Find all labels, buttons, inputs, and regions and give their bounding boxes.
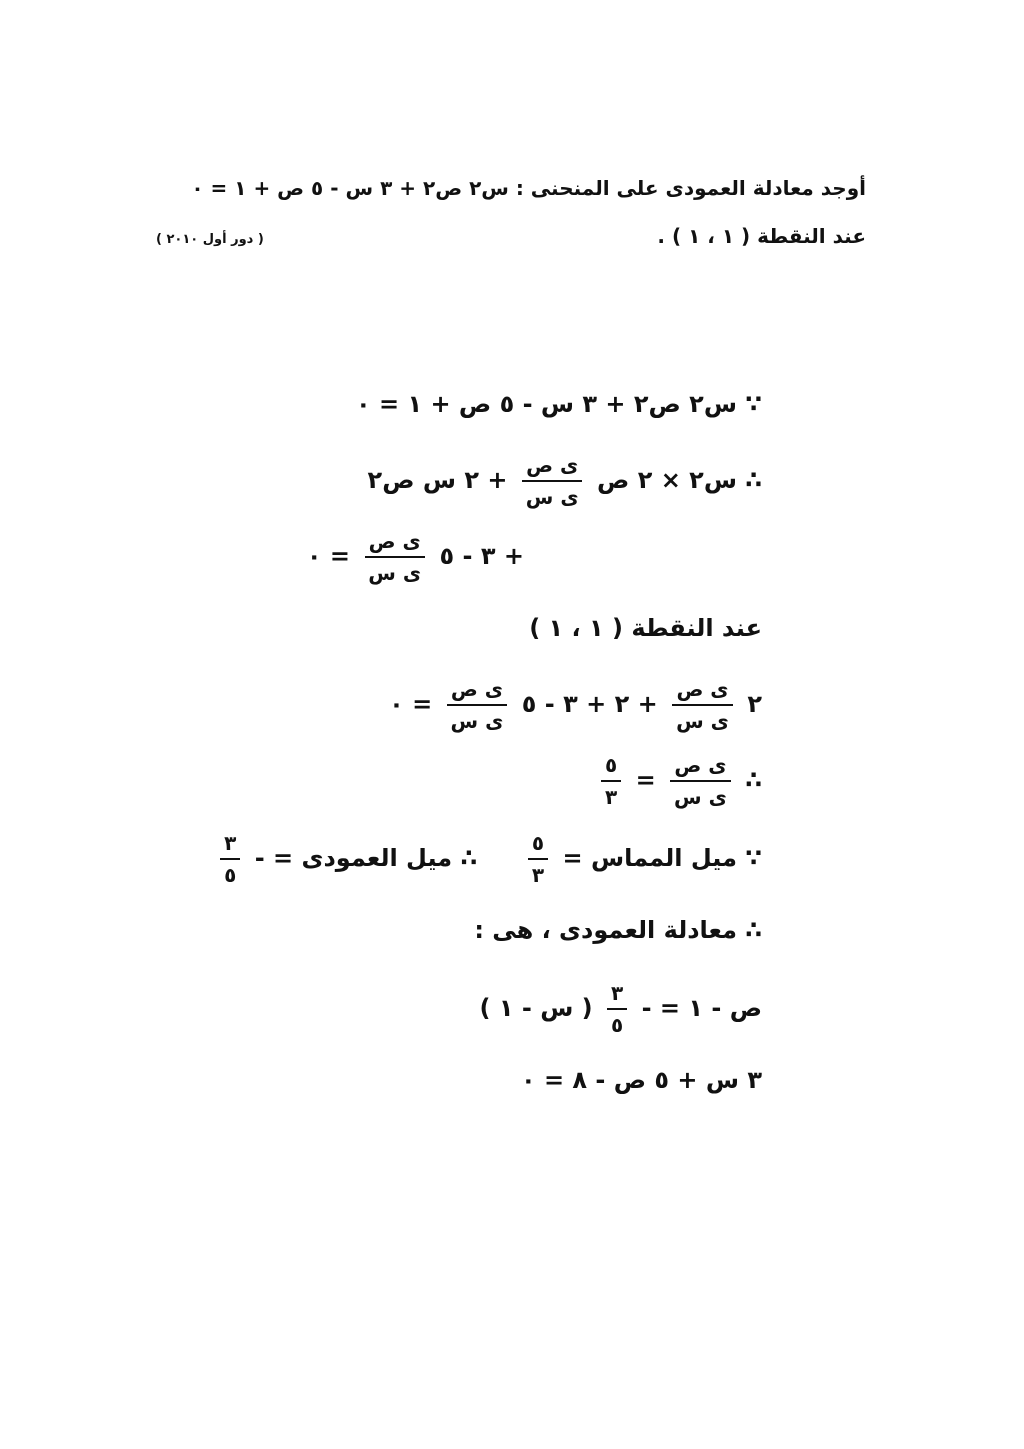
derivative-fraction [447,676,508,734]
tangent-slope-label: ∵ ميل المماس = [562,844,762,872]
derivative-fraction [672,676,733,734]
fraction-numerator: ى ص [522,452,582,482]
step-8: ∴ معادلة العمودى ، هى : [474,916,762,944]
fraction-denominator: ٣ [531,863,545,887]
therefore-sign: ∴ [745,766,762,794]
step-2-right: + ٢ س ص٢ [367,466,508,494]
derivative-fraction [364,528,425,586]
final-equation: ٣ س + ٥ ص - ٨ = ٠ [520,1066,762,1094]
fraction-numerator: ى ص [365,528,425,558]
normal-slope-fraction [220,830,240,888]
step-3-right: = ٠ [306,542,350,570]
step-9-right: ( س - ١ ) [479,994,593,1022]
derivative-fraction [522,452,583,510]
problem-line-1: أوجد معادلة العمودى على المنحنى : س٢ ص٢ + ٣ س - ٥ ص + ١ = ٠ [191,176,866,200]
problem-line-2: عند النقطة ( ١ ، ١ ) . [657,224,866,248]
fraction-numerator: ٣ [607,980,627,1010]
fraction-denominator: ٥ [611,1013,624,1037]
step-5-right: = ٠ [389,690,433,718]
equals-sign: = [635,766,656,794]
fraction-denominator: ٥ [224,863,237,887]
fraction-denominator: ى س [676,709,729,733]
derivative-fraction [670,752,731,810]
fraction-numerator: ٥ [601,752,621,782]
step-5-coef: ٢ [747,690,762,718]
step-9 [480,980,762,1038]
step-5-mid: + ٢ + ٣ - ٥ [521,690,658,718]
step-2 [368,452,762,510]
fraction-numerator: ٥ [528,830,548,860]
step-1: ∵ س٢ ص٢ + ٣ س - ٥ ص + ١ = ٠ [355,390,762,418]
fraction-denominator: ٣ [605,785,618,809]
fraction-denominator: ى س [450,709,504,733]
fraction-denominator: ى س [674,785,727,809]
step-3-left: + ٣ - ٥ [439,542,524,570]
fraction-denominator: ى س [368,561,422,585]
normal-slope-fraction [607,980,627,1038]
fraction-numerator: ى ص [672,676,732,706]
fraction-numerator: ى ص [670,752,730,782]
fraction-numerator: ٣ [220,830,240,860]
tangent-slope-fraction [528,830,548,888]
fraction-denominator: ى س [525,485,579,509]
slope-fraction [601,752,621,810]
step-6 [595,752,762,810]
step-2-left: ∴ س٢ × ٢ ص [597,466,762,494]
step-5 [389,676,762,734]
step-4: عند النقطة ( ١ ، ١ ) [529,614,762,642]
step-7 [214,830,762,888]
step-9-left: ص - ١ = - [641,994,762,1022]
source-note: ( دور أول ٢٠١٠ ) [156,232,264,247]
step-3 [307,528,524,586]
fraction-numerator: ى ص [447,676,507,706]
normal-slope-label: ∴ ميل العمودى = - [254,844,478,872]
